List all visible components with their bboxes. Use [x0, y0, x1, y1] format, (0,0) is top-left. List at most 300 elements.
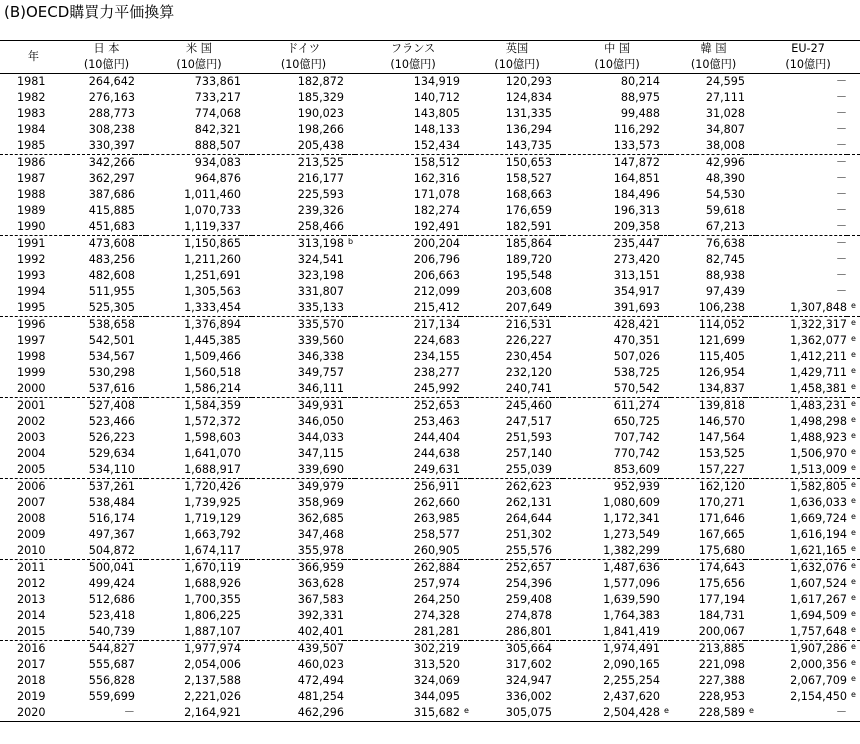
year-cell: 2007	[17, 496, 46, 509]
unit-label: (10億円)	[252, 57, 355, 74]
footnote-flag	[460, 72, 471, 89]
footnote-flag	[745, 298, 756, 315]
value-cell: 257,140	[505, 447, 553, 460]
footnote-flag	[660, 493, 671, 509]
footnote-flag	[460, 396, 471, 413]
footnote-flag: e	[745, 703, 756, 720]
footnote-flag	[745, 622, 756, 639]
footnote-flag	[552, 104, 563, 120]
value-cell: 27,111	[705, 91, 746, 104]
value-cell: 428,421	[613, 318, 661, 331]
year-cell: 2004	[17, 447, 46, 460]
value-cell: 2,504,428	[563, 705, 660, 722]
value-cell: 1,307,848	[756, 300, 847, 317]
value-cell: 611,274	[613, 399, 661, 412]
table-row	[0, 495, 860, 511]
footnote-flag	[460, 298, 471, 315]
footnote-flag	[135, 185, 146, 201]
footnote-flag	[745, 477, 756, 494]
value-cell: 402,401	[252, 624, 344, 641]
value-cell: 1,172,341	[603, 512, 661, 525]
footnote-flag	[135, 266, 146, 282]
value-cell: 274,878	[505, 609, 553, 622]
value-cell: 2,255,254	[603, 674, 661, 687]
footnote-flag	[135, 201, 146, 217]
value-cell: 473,608	[88, 237, 135, 250]
footnote-flag	[847, 185, 860, 201]
value-cell: 349,931	[297, 399, 344, 412]
footnote-flag	[344, 104, 355, 120]
footnote-flag	[241, 541, 252, 558]
value-cell: 171,646	[698, 512, 746, 525]
footnote-flag	[241, 298, 252, 315]
value-cell: 213,885	[698, 642, 746, 655]
value-cell: 274,328	[413, 609, 461, 622]
value-cell: 2,054,006	[184, 658, 241, 671]
value-cell: 232,120	[505, 366, 553, 379]
value-cell: 48,390	[705, 172, 746, 185]
value-cell: 481,254	[297, 690, 344, 703]
value-cell: 139,818	[698, 399, 746, 412]
value-cell: 482,608	[88, 269, 135, 282]
value-cell: 224,683	[413, 334, 461, 347]
footnote-flag	[745, 444, 756, 460]
value-cell: 392,331	[297, 609, 344, 622]
footnote-flag	[344, 639, 355, 656]
footnote-flag	[460, 347, 471, 363]
footnote-flag	[552, 541, 563, 558]
value-cell: 1,273,549	[603, 528, 661, 541]
value-cell: 88,938	[705, 269, 746, 282]
footnote-flag	[552, 153, 563, 170]
value-cell: 158,527	[505, 172, 553, 185]
value-cell: 1,907,286	[790, 642, 848, 655]
footnote-flag	[344, 315, 355, 332]
value-cell: 363,628	[297, 577, 344, 590]
unit-label: (10億円)	[146, 57, 252, 74]
footnote-flag	[135, 153, 146, 170]
footnote-flag	[460, 444, 471, 460]
footnote-flag	[745, 606, 756, 622]
footnote-flag	[135, 396, 146, 413]
value-cell: 349,979	[297, 480, 344, 493]
year-cell: 2016	[17, 642, 46, 655]
value-cell: 415,885	[88, 204, 135, 217]
footnote-flag: e	[851, 350, 856, 359]
value-cell: －	[835, 75, 848, 88]
footnote-flag	[135, 574, 146, 590]
footnote-flag	[241, 412, 252, 428]
footnote-flag	[660, 282, 671, 298]
footnote-flag	[344, 671, 355, 687]
value-cell: 462,296	[252, 705, 344, 722]
value-cell: 1,616,194	[790, 528, 848, 541]
value-cell: 1,150,865	[184, 237, 241, 250]
value-cell: 1,720,426	[184, 480, 241, 493]
value-cell: 189,720	[505, 253, 553, 266]
year-cell: 1994	[17, 285, 46, 298]
value-cell: 228,589	[671, 705, 745, 722]
value-cell: 255,576	[471, 543, 552, 560]
value-cell: 251,593	[505, 431, 553, 444]
footnote-flag	[344, 88, 355, 104]
footnote-flag	[344, 201, 355, 217]
value-cell: 262,623	[505, 480, 553, 493]
value-cell: 335,133	[252, 300, 344, 317]
footnote-flag	[135, 379, 146, 396]
footnote-flag	[344, 558, 355, 575]
value-cell: 143,805	[413, 107, 461, 120]
value-cell: 538,484	[88, 496, 135, 509]
footnote-flag	[552, 509, 563, 525]
footnote-flag	[460, 250, 471, 266]
value-cell: 538,725	[613, 366, 661, 379]
year-cell: 2003	[17, 431, 46, 444]
table-row	[0, 673, 860, 689]
year-cell: 1985	[0, 138, 67, 155]
unit-label: (10億円)	[67, 57, 146, 74]
value-cell: 313,520	[413, 658, 461, 671]
footnote-flag: e	[847, 622, 860, 639]
footnote-flag	[552, 428, 563, 444]
table-row	[0, 365, 860, 381]
value-cell: 504,872	[67, 543, 135, 560]
footnote-flag	[745, 153, 756, 170]
value-cell: 174,643	[698, 561, 746, 574]
footnote-flag	[135, 477, 146, 494]
footnote-flag	[344, 266, 355, 282]
value-cell: －	[835, 237, 848, 250]
value-cell: －	[835, 107, 848, 120]
footnote-flag	[241, 525, 252, 541]
footnote-flag	[660, 428, 671, 444]
footnote-flag	[344, 622, 355, 639]
year-cell: 1998	[17, 350, 46, 363]
value-cell: 192,491	[355, 219, 460, 236]
value-cell: 167,665	[698, 528, 746, 541]
footnote-flag	[135, 315, 146, 332]
footnote-flag	[344, 282, 355, 298]
value-cell: 212,099	[413, 285, 461, 298]
footnote-flag	[241, 169, 252, 185]
value-cell: 126,954	[698, 366, 746, 379]
value-cell: 507,026	[613, 350, 661, 363]
footnote-flag	[241, 120, 252, 136]
value-cell: 346,111	[252, 381, 344, 398]
table-row	[0, 203, 860, 219]
footnote-flag: e	[847, 541, 860, 558]
value-cell: 240,741	[471, 381, 552, 398]
footnote-flag	[660, 266, 671, 282]
footnote-flag	[344, 120, 355, 136]
value-cell: 1,764,383	[603, 609, 661, 622]
footnote-flag	[135, 104, 146, 120]
footnote-flag	[135, 428, 146, 444]
footnote-flag	[552, 363, 563, 379]
value-cell: 523,466	[88, 415, 135, 428]
year-cell: 2000	[0, 381, 67, 398]
value-cell: 185,864	[505, 237, 553, 250]
year-cell: 2019	[17, 690, 46, 703]
value-cell: 262,884	[413, 561, 461, 574]
year-cell: 2009	[17, 528, 46, 541]
value-cell: 264,250	[413, 593, 461, 606]
year-cell: 1999	[17, 366, 46, 379]
footnote-flag	[552, 574, 563, 590]
footnote-flag	[745, 590, 756, 606]
value-cell: 251,302	[505, 528, 553, 541]
value-cell: 355,978	[252, 543, 344, 560]
footnote-flag	[135, 444, 146, 460]
table-row	[0, 236, 860, 253]
footnote-flag	[847, 282, 860, 298]
footnote-flag	[745, 282, 756, 298]
footnote-flag	[745, 201, 756, 217]
value-cell: 228,953	[698, 690, 746, 703]
value-cell: 258,466	[252, 219, 344, 236]
footnote-flag	[241, 234, 252, 251]
value-cell: 534,110	[67, 462, 135, 479]
footnote-flag: e	[847, 298, 860, 315]
value-cell: 1,977,974	[184, 642, 241, 655]
year-cell: 1991	[17, 237, 46, 250]
footnote-flag	[552, 379, 563, 396]
footnote-flag	[460, 153, 471, 170]
value-cell: 1,011,460	[184, 188, 241, 201]
value-cell: 59,618	[705, 204, 746, 217]
footnote-flag	[135, 671, 146, 687]
value-cell: 2,137,588	[184, 674, 241, 687]
value-cell: 2,221,026	[184, 690, 241, 703]
footnote-flag: e	[851, 674, 856, 683]
value-cell: 209,358	[563, 219, 660, 236]
value-cell: 439,507	[297, 642, 344, 655]
footnote-flag	[460, 136, 471, 153]
value-cell: 205,438	[252, 138, 344, 155]
value-cell: 281,281	[355, 624, 460, 641]
value-cell: 1,694,509	[790, 609, 848, 622]
footnote-flag	[745, 104, 756, 120]
value-cell: 313,151	[613, 269, 661, 282]
value-cell: 1,382,299	[563, 543, 660, 560]
value-cell: －	[835, 204, 848, 217]
footnote-flag	[552, 88, 563, 104]
value-cell: 1,641,070	[184, 447, 241, 460]
value-cell: 182,274	[413, 204, 461, 217]
value-cell: 472,494	[297, 674, 344, 687]
value-cell: 349,757	[297, 366, 344, 379]
value-cell: 2,154,450	[790, 690, 848, 703]
footnote-flag	[241, 282, 252, 298]
footnote-flag	[241, 217, 252, 234]
value-cell: 544,827	[88, 642, 135, 655]
value-cell: 1,607,524	[790, 577, 848, 590]
value-cell: 120,293	[505, 75, 553, 88]
value-cell: 1,506,970	[790, 447, 848, 460]
footnote-flag	[745, 331, 756, 347]
value-cell: －	[835, 269, 848, 282]
footnote-flag	[135, 525, 146, 541]
year-cell: 1990	[0, 219, 67, 236]
value-cell: 302,219	[413, 642, 461, 655]
value-cell: 258,577	[413, 528, 461, 541]
footnote-flag	[241, 250, 252, 266]
value-cell: 253,463	[413, 415, 461, 428]
value-cell: 1,483,231	[790, 399, 848, 412]
value-cell: 206,663	[413, 269, 461, 282]
value-cell: 115,405	[698, 350, 746, 363]
footnote-flag	[460, 185, 471, 201]
value-cell: 67,213	[671, 219, 745, 236]
footnote-flag	[460, 574, 471, 590]
table-row	[0, 462, 860, 479]
value-cell: 313,198	[297, 237, 344, 250]
value-cell: 1,509,466	[184, 350, 241, 363]
footnote-flag	[241, 606, 252, 622]
value-cell: 336,002	[505, 690, 553, 703]
value-cell: 184,496	[613, 188, 661, 201]
table-row	[0, 90, 860, 106]
footnote-flag	[745, 396, 756, 413]
footnote-flag	[460, 331, 471, 347]
footnote-flag	[660, 379, 671, 396]
footnote-flag: e	[851, 318, 856, 327]
year-cell: 1996	[17, 318, 46, 331]
table-row	[0, 284, 860, 300]
footnote-flag	[552, 72, 563, 89]
value-cell: 499,424	[88, 577, 135, 590]
footnote-flag: e	[851, 577, 856, 586]
value-cell: 200,067	[671, 624, 745, 641]
value-cell: 650,725	[613, 415, 661, 428]
header-germany: ドイツ	[252, 41, 355, 58]
value-cell: 1,488,923	[790, 431, 848, 444]
value-cell: 1,719,129	[184, 512, 241, 525]
footnote-flag	[460, 558, 471, 575]
footnote-flag: e	[851, 366, 856, 375]
footnote-flag	[460, 687, 471, 703]
footnote-flag	[460, 88, 471, 104]
footnote-flag	[745, 525, 756, 541]
footnote-flag	[660, 153, 671, 170]
footnote-flag	[745, 217, 756, 234]
value-cell: 1,322,317	[790, 318, 848, 331]
value-cell: 1,739,925	[184, 496, 241, 509]
header-row-names	[0, 41, 860, 58]
footnote-flag	[745, 671, 756, 687]
footnote-flag	[460, 428, 471, 444]
footnote-flag	[745, 185, 756, 201]
footnote-flag	[241, 104, 252, 120]
footnote-flag	[745, 363, 756, 379]
footnote-flag: e	[851, 334, 856, 343]
header-uk: 英国	[471, 41, 563, 58]
value-cell: 234,155	[413, 350, 461, 363]
value-cell: 315,682	[355, 705, 460, 722]
footnote-flag	[552, 347, 563, 363]
value-cell: 324,541	[297, 253, 344, 266]
value-cell: 1,513,009	[756, 462, 847, 479]
value-cell: －	[835, 253, 848, 266]
footnote-flag	[344, 460, 355, 477]
footnote-flag	[552, 639, 563, 656]
footnote-flag: e	[851, 415, 856, 424]
value-cell: 354,917	[613, 285, 661, 298]
year-cell: 1989	[17, 204, 46, 217]
value-cell: 24,595	[705, 75, 746, 88]
footnote-flag	[660, 687, 671, 703]
value-cell: 252,657	[505, 561, 553, 574]
footnote-flag	[135, 558, 146, 575]
year-cell: 2012	[17, 577, 46, 590]
footnote-flag	[552, 590, 563, 606]
footnote-flag	[344, 379, 355, 396]
value-cell: 264,642	[88, 75, 135, 88]
header-usa: 米 国	[146, 41, 252, 58]
footnote-flag	[135, 687, 146, 703]
footnote-flag	[241, 396, 252, 413]
footnote-flag	[344, 655, 355, 671]
value-cell: 330,397	[67, 138, 135, 155]
table-row	[0, 122, 860, 138]
footnote-flag	[344, 541, 355, 558]
footnote-flag	[135, 217, 146, 234]
value-cell: 451,683	[67, 219, 135, 236]
footnote-flag	[135, 412, 146, 428]
value-cell: 245,992	[355, 381, 460, 398]
value-cell: 244,638	[413, 447, 461, 460]
value-cell: 262,660	[413, 496, 461, 509]
value-cell: 526,223	[88, 431, 135, 444]
footnote-flag	[745, 460, 756, 477]
footnote-flag	[241, 379, 252, 396]
footnote-flag	[660, 72, 671, 89]
value-cell: 247,517	[505, 415, 553, 428]
table-row	[0, 333, 860, 349]
footnote-flag	[135, 298, 146, 315]
table-row	[0, 106, 860, 122]
table-row	[0, 349, 860, 365]
header-korea: 韓 国	[671, 41, 756, 58]
value-cell: 1,572,372	[184, 415, 241, 428]
table-row	[0, 479, 860, 496]
footnote-flag	[460, 104, 471, 120]
footnote-flag	[460, 379, 471, 396]
value-cell: 146,570	[698, 415, 746, 428]
table-row	[0, 187, 860, 203]
value-cell: 221,098	[698, 658, 746, 671]
value-cell: 42,996	[705, 156, 746, 169]
value-cell: 170,271	[698, 496, 746, 509]
footnote-flag	[344, 493, 355, 509]
footnote-flag	[460, 541, 471, 558]
footnote-flag	[660, 88, 671, 104]
value-cell: 255,039	[471, 462, 552, 479]
footnote-flag	[460, 201, 471, 217]
value-cell: 483,256	[88, 253, 135, 266]
footnote-flag	[241, 493, 252, 509]
footnote-flag	[241, 347, 252, 363]
table-row	[0, 138, 860, 155]
value-cell: 1,362,077	[790, 334, 848, 347]
footnote-flag	[460, 315, 471, 332]
footnote-flag	[241, 72, 252, 89]
value-cell: 162,316	[413, 172, 461, 185]
year-cell: 2001	[17, 399, 46, 412]
value-cell: 362,297	[88, 172, 135, 185]
footnote-flag	[344, 250, 355, 266]
value-cell: 80,214	[620, 75, 661, 88]
